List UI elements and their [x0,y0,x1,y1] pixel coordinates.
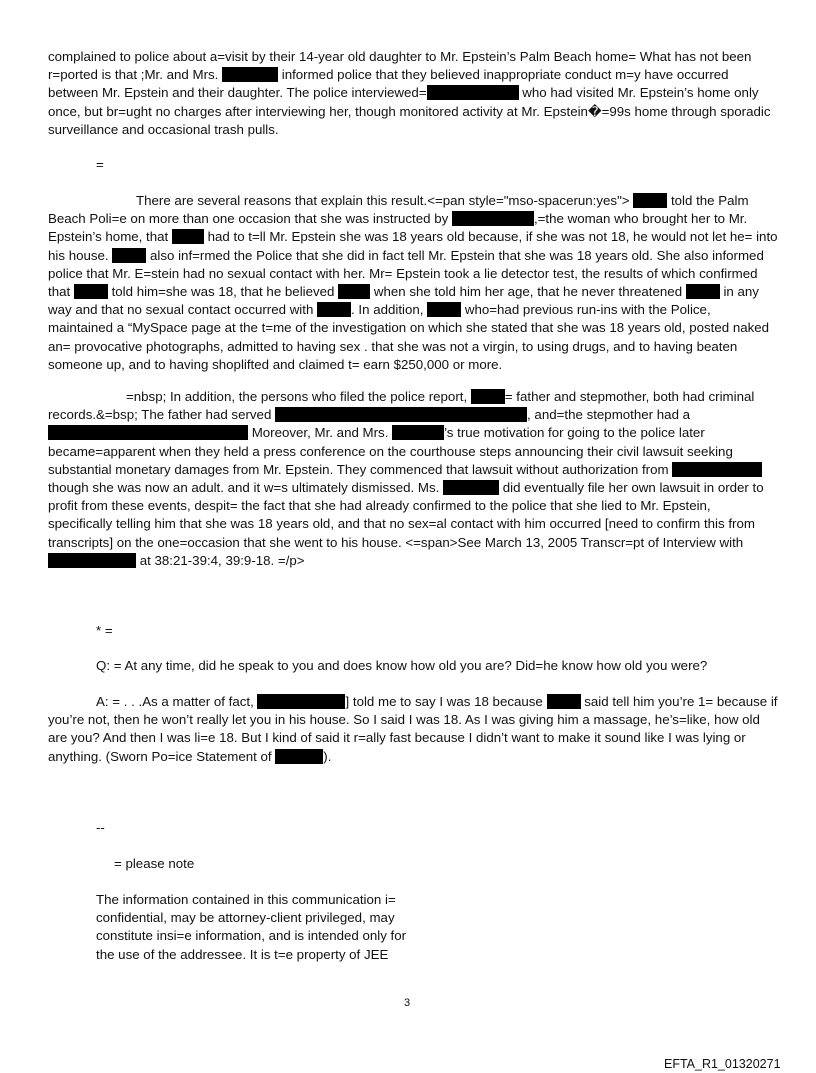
redaction-box [452,211,534,226]
text: = father and stepmother, both had criminal records.&=bsp; The father had served [48,389,755,423]
answer-paragraph [48,693,778,766]
redaction-box [633,193,667,208]
redaction-box [338,284,370,299]
text: told him=she was 18, that he believed [107,284,339,300]
redaction-box [275,749,323,764]
text: informed police that they believed inappropriate conduct m=y have occurred between Mr. Epstein and their daughter. The police interviewed= [48,67,729,101]
text: ’s true motivation for going to the police later became=apparent when they held a press conference on the courthouse steps announcing their civil lawsuit seeking substantial monetary damages from Mr. Epstein. They commenced that lawsuit without authorization from [48,425,733,477]
text: at 38:21-39:4, 39:9-18. =/p> [136,552,305,568]
text: , and=the stepmother had a [527,407,691,423]
text: =nbsp; In addition, the persons who filed the police report, [126,389,471,404]
text: told the Palm Beach Poli=e on more than one occasion that she was instructed by [48,193,749,227]
text: complained to police about a=visit by their 14-year old daughter to Mr. Epstein’s Palm Beach home= What has not been r=ported is that ;Mr. and Mrs. [48,49,752,83]
text: did eventually file her own lawsuit in order to profit from these events, despit= the fact that she had already confirmed to the police that she lied to Mr. Epstein, specifically telling him that she was 18 years old, and that no sex=al contact with him occurred [need to confirm this from transcripts] on the one=occasion that she went to his house. <=span>See March 13, 2005 Transcr=pt of Interview with [48,480,764,550]
text: There are several reasons that explain this result.<=pan style="mso-spacerun:yes"> [136,193,634,208]
text: ,=the woman who brought her to Mr. Epstein’s home, that [48,211,748,245]
text: who had visited Mr. Epstein’s home only once, but br=ught no charges after interviewing her, though monitored activity at Mr. Epstein�=99s home through sporadic surveillance and occasional trash pulls. [48,85,771,137]
text: A: = . . .As a matter of fact, [96,694,258,709]
redaction-box [443,480,499,495]
redaction-box [317,302,351,317]
page-number: 3 [404,997,411,1009]
redaction-box [48,425,248,440]
redaction-box [74,284,108,299]
redaction-box [172,229,204,244]
redaction-box [222,67,278,82]
redaction-box [427,302,461,317]
redaction-box [471,389,505,404]
text: Moreover, Mr. and Mrs. [248,425,393,441]
document-id: EFTA_R1_01320271 [664,1057,781,1071]
text: ] told me to say I was 18 because [345,694,547,709]
question-line: Q: = At any time, did he speak to you and does know how old you are? Did=he know how old you were? [96,658,708,673]
redaction-box [392,425,444,440]
redaction-box [48,553,136,568]
signature-dashes: -- [96,820,105,835]
stray-equals: = [96,157,104,172]
paragraph-police-complaint [48,48,778,139]
text: also inf=rmed the Police that she did in fact tell Mr. Epstein that she was 18 years old. She also informed police that Mr. E=stein had no sexual contact with her. Mr= Epstein took a lie detector test, the results of which confirmed that [48,247,764,300]
text: . In addition, [351,302,428,318]
redaction-box [686,284,720,299]
text: said tell him you’re 1= because if you’re not, then he won’t really let you in his house. So I said I was 18. As I was giving him a massage, he’s=like, how old are you? And then I was li=e 18. But I kind of said it r=ally fast because I didn’t want to make it sound like I was lying or anything. (Sworn Po=ice Statement of [48,694,778,764]
text: had to t=ll Mr. Epstein she was 18 years old because, if she was not 18, he would not let he= into his house. [48,229,778,263]
text: when she told him her age, that he never threatened [370,284,686,300]
redaction-box [547,694,581,709]
redaction-box [427,85,519,100]
redaction-box [257,694,345,709]
text: ). [323,748,332,764]
text: in any way and that no sexual contact occurred with [48,284,759,318]
confidentiality-footer: The information contained in this communication i= confidential, may be attorney-client privileged, may constitute insi=e information, and is intended only for the use of the addressee. It is t=e property of JEE [96,892,407,962]
redaction-box [275,407,527,422]
redaction-box [672,462,762,477]
redaction-box [112,248,146,263]
please-note: = please note [114,856,195,871]
text: who=had previous run-ins with the Police, maintained a “MySpace page at the t=me of the investigation on which she stated that she was 18 years old, posted naked an= provocative photographs, admitted to having sex . that she was not a virgin, to using drugs, and to having beaten someone up, and to having shoplifted and claimed t= earn $250,000 or more. [48,302,770,372]
stray-asterisk: * = [96,623,113,638]
paragraph-police-report [48,388,778,570]
text: though she was now an adult. and it w=s ultimately dismissed. Ms. [48,480,444,496]
paragraph-reasons [48,192,778,374]
